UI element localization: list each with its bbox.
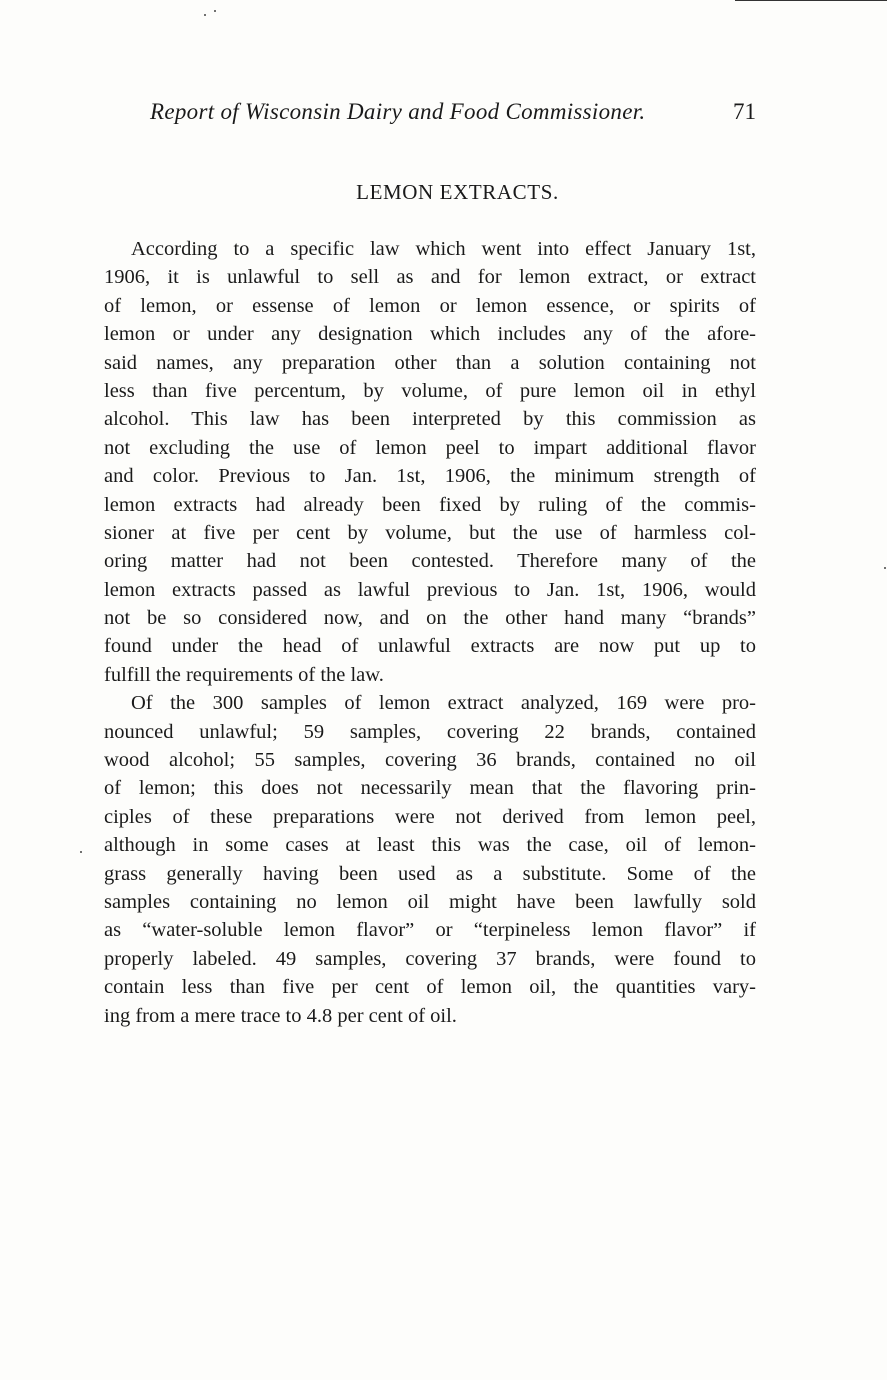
text-line: grass generally having been used as a substitute. Some of the [104,862,756,885]
print-speck [204,14,206,16]
page-edge-rule [735,0,887,1]
text-line: samples containing no lemon oil might have been lawfully sold [104,890,756,913]
text-line: contain less than five per cent of lemon oil, the quantities vary- [104,976,756,999]
text-line: Of the 300 samples of lemon extract analyzed, 169 were pro- [131,692,756,715]
paragraph [104,235,756,689]
print-speck [884,567,886,569]
text-line: as “water-soluble lemon flavor” or “terpineless lemon flavor” if [104,919,756,942]
text-line: properly labeled. 49 samples, covering 37 brands, were found to [104,947,756,970]
text-line: sioner at five per cent by volume, but the use of harmless col- [104,521,756,544]
text-line: 1906, it is unlawful to sell as and for lemon extract, or extract [104,266,756,289]
text-line: although in some cases at least this was the case, oil of lemon- [104,834,756,857]
paragraph [104,689,756,1030]
text-line: fulfill the requirements of the law. [104,663,384,686]
section-title: LEMON EXTRACTS. [356,180,559,204]
text-line: not excluding the use of lemon peel to impart additional flavor [104,436,756,459]
text-line: lemon extracts passed as lawful previous to Jan. 1st, 1906, would [104,578,756,601]
text-line: and color. Previous to Jan. 1st, 1906, the minimum strength of [104,465,756,488]
text-line: said names, any preparation other than a solution containing not [104,351,756,374]
text-line: alcohol. This law has been interpreted by this commission as [104,408,756,431]
text-line: oring matter had not been contested. Therefore many of the [104,550,756,573]
text-line: of lemon; this does not necessarily mean that the flavoring prin- [104,777,756,800]
text-line: found under the head of unlawful extracts are now put up to [104,635,756,658]
body-text [104,235,756,1030]
text-line: According to a specific law which went into effect January 1st, [131,238,756,260]
text-line: ing from a mere trace to 4.8 per cent of oil. [104,1004,457,1027]
print-speck [80,851,82,853]
print-speck [214,10,216,12]
text-line: not be so considered now, and on the other hand many “brands” [104,607,756,630]
text-line: less than five percentum, by volume, of pure lemon oil in ethyl [104,379,756,402]
running-head [150,94,760,130]
page-number: 71 [733,99,756,124]
text-line: lemon extracts had already been fixed by ruling of the commis- [104,493,756,516]
running-head-title: Report of Wisconsin Dairy and Food Commissioner. [150,99,646,124]
text-line: lemon or under any designation which includes any of the afore- [104,323,756,346]
text-line: wood alcohol; 55 samples, covering 36 brands, contained no oil [104,749,756,772]
text-line: ciples of these preparations were not derived from lemon peel, [104,805,756,828]
text-line: of lemon, or essense of lemon or lemon essence, or spirits of [104,294,756,317]
text-line: nounced unlawful; 59 samples, covering 22 brands, contained [104,720,756,743]
